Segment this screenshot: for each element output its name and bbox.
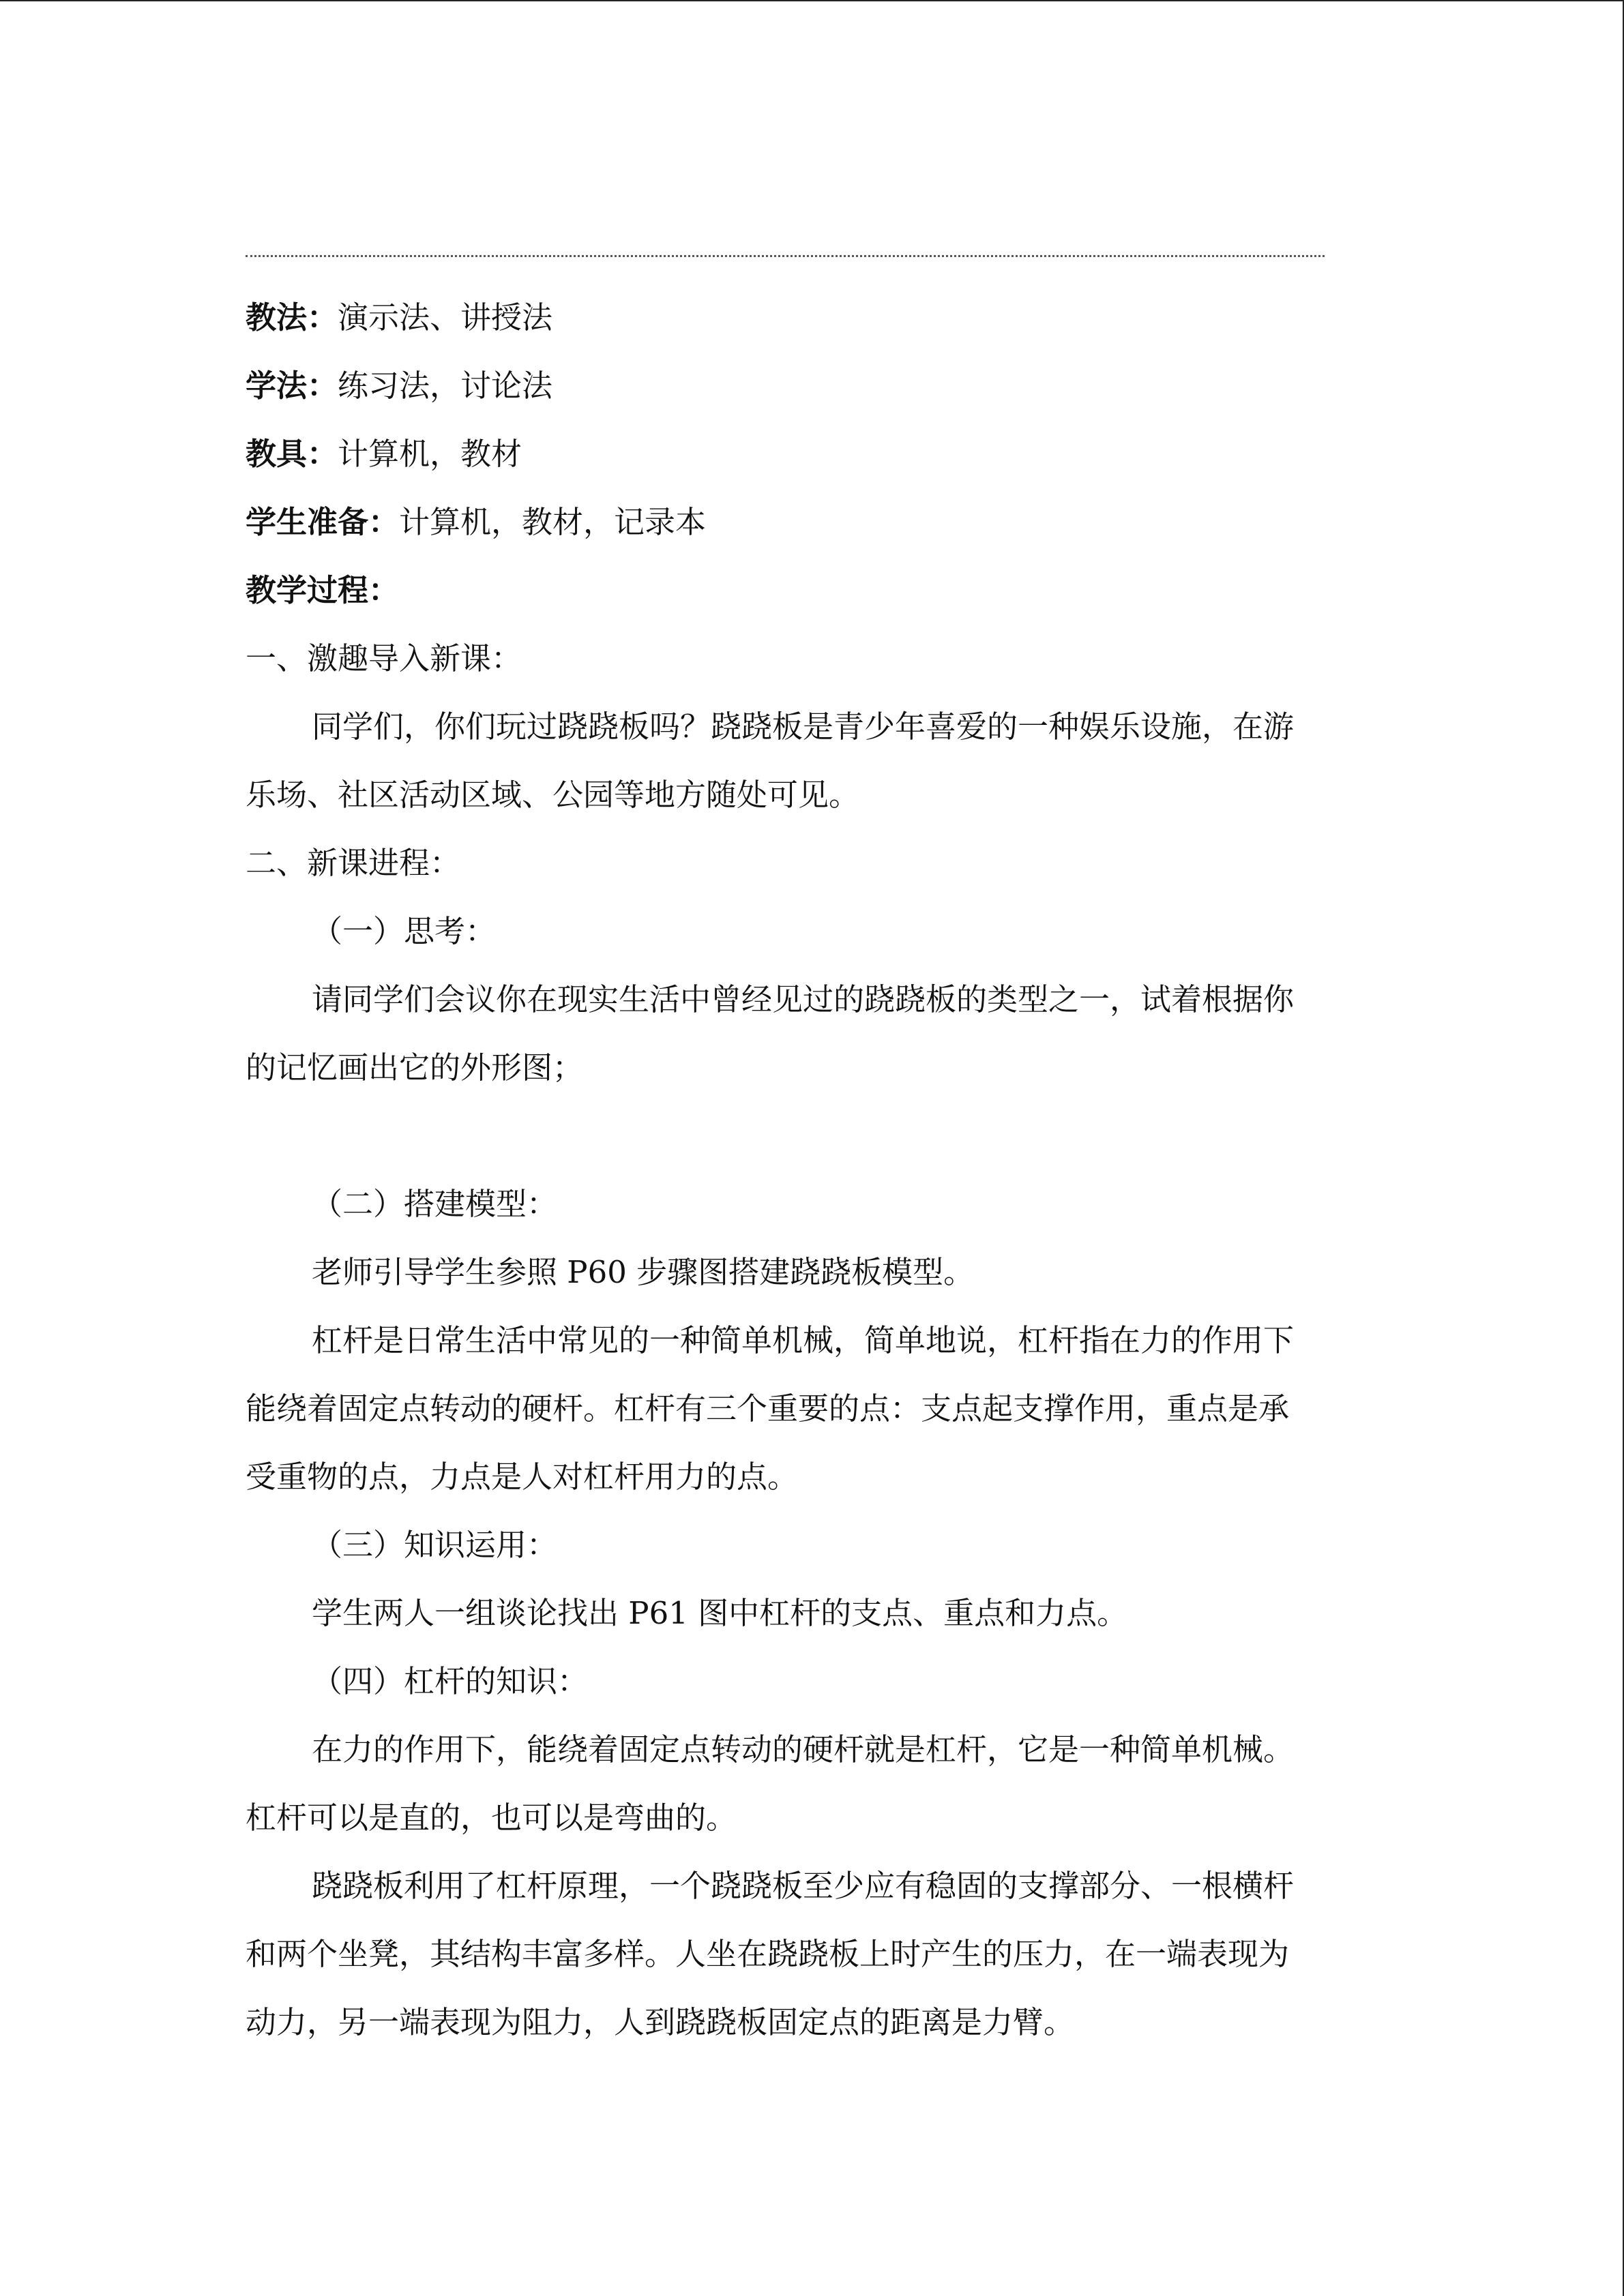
lesson-plan-body xyxy=(246,284,1364,2057)
student-prep-line xyxy=(246,488,1364,556)
process-heading: 教学过程： xyxy=(246,572,400,608)
header-dotted-rule xyxy=(246,255,1325,257)
teaching-method-label: 教法： xyxy=(246,299,338,336)
lever-para-line: 受重物的点，力点是人对杠杆用力的点。 xyxy=(246,1459,799,1495)
seesaw-para-line: 跷跷板利用了杠杆原理，一个跷跷板至少应有稳固的支撑部分、一根横杆 xyxy=(312,1868,1295,1904)
sub2-para-line: 老师引导学生参照 P60 步骤图搭建跷跷板模型。 xyxy=(312,1254,975,1290)
section1-para-line: 乐场、社区活动区域、公园等地方随处可见。 xyxy=(246,777,860,813)
section1-heading: 一、激趣导入新课： xyxy=(246,640,522,676)
section2-heading: 二、新课进程： xyxy=(246,845,461,881)
sub3-para-line: 学生两人一组谈论找出 P61 图中杠杆的支点、重点和力点。 xyxy=(312,1595,1128,1631)
sub4-para-line: 在力的作用下，能绕着固定点转动的硬杆就是杠杆，它是一种简单机械。 xyxy=(312,1731,1295,1768)
learning-method-value: 练习法，讨论法 xyxy=(338,368,553,404)
teaching-aids-value: 计算机，教材 xyxy=(338,436,522,472)
sub1-para-line: 请同学们会议你在现实生活中曾经见过的跷跷板的类型之一，试着根据你 xyxy=(312,981,1295,1017)
teaching-method-line xyxy=(246,284,1364,352)
learning-method-line xyxy=(246,352,1364,420)
sub3-heading: （三）知识运用： xyxy=(312,1527,558,1563)
student-prep-value: 计算机，教材，记录本 xyxy=(399,504,707,540)
student-prep-label: 学生准备： xyxy=(246,504,400,540)
teaching-aids-line xyxy=(246,420,1364,488)
sub4-para-line: 杠杆可以是直的，也可以是弯曲的。 xyxy=(246,1800,737,1836)
seesaw-para-line: 和两个坐凳，其结构丰富多样。人坐在跷跷板上时产生的压力，在一端表现为 xyxy=(246,1936,1290,1972)
lever-para-line: 杠杆是日常生活中常见的一种简单机械，简单地说，杠杆指在力的作用下 xyxy=(312,1322,1295,1358)
sub2-heading: （二）搭建模型： xyxy=(312,1186,558,1222)
learning-method-label: 学法： xyxy=(246,368,338,404)
lever-para-line: 能绕着固定点转动的硬杆。杠杆有三个重要的点：支点起支撑作用，重点是承 xyxy=(246,1390,1290,1427)
teaching-aids-label: 教具： xyxy=(246,436,338,472)
section1-para-line: 同学们，你们玩过跷跷板吗？跷跷板是青少年喜爱的一种娱乐设施，在游 xyxy=(312,709,1295,745)
sub4-heading: （四）杠杆的知识： xyxy=(312,1663,589,1699)
blank-drawing-space xyxy=(246,1102,1364,1170)
sub1-heading: （一）思考： xyxy=(312,913,497,949)
teaching-method-value: 演示法、讲授法 xyxy=(338,299,553,336)
seesaw-para-line: 动力，另一端表现为阻力，人到跷跷板固定点的距离是力臂。 xyxy=(246,2004,1075,2040)
sub1-para-line: 的记忆画出它的外形图； xyxy=(246,1049,584,1086)
